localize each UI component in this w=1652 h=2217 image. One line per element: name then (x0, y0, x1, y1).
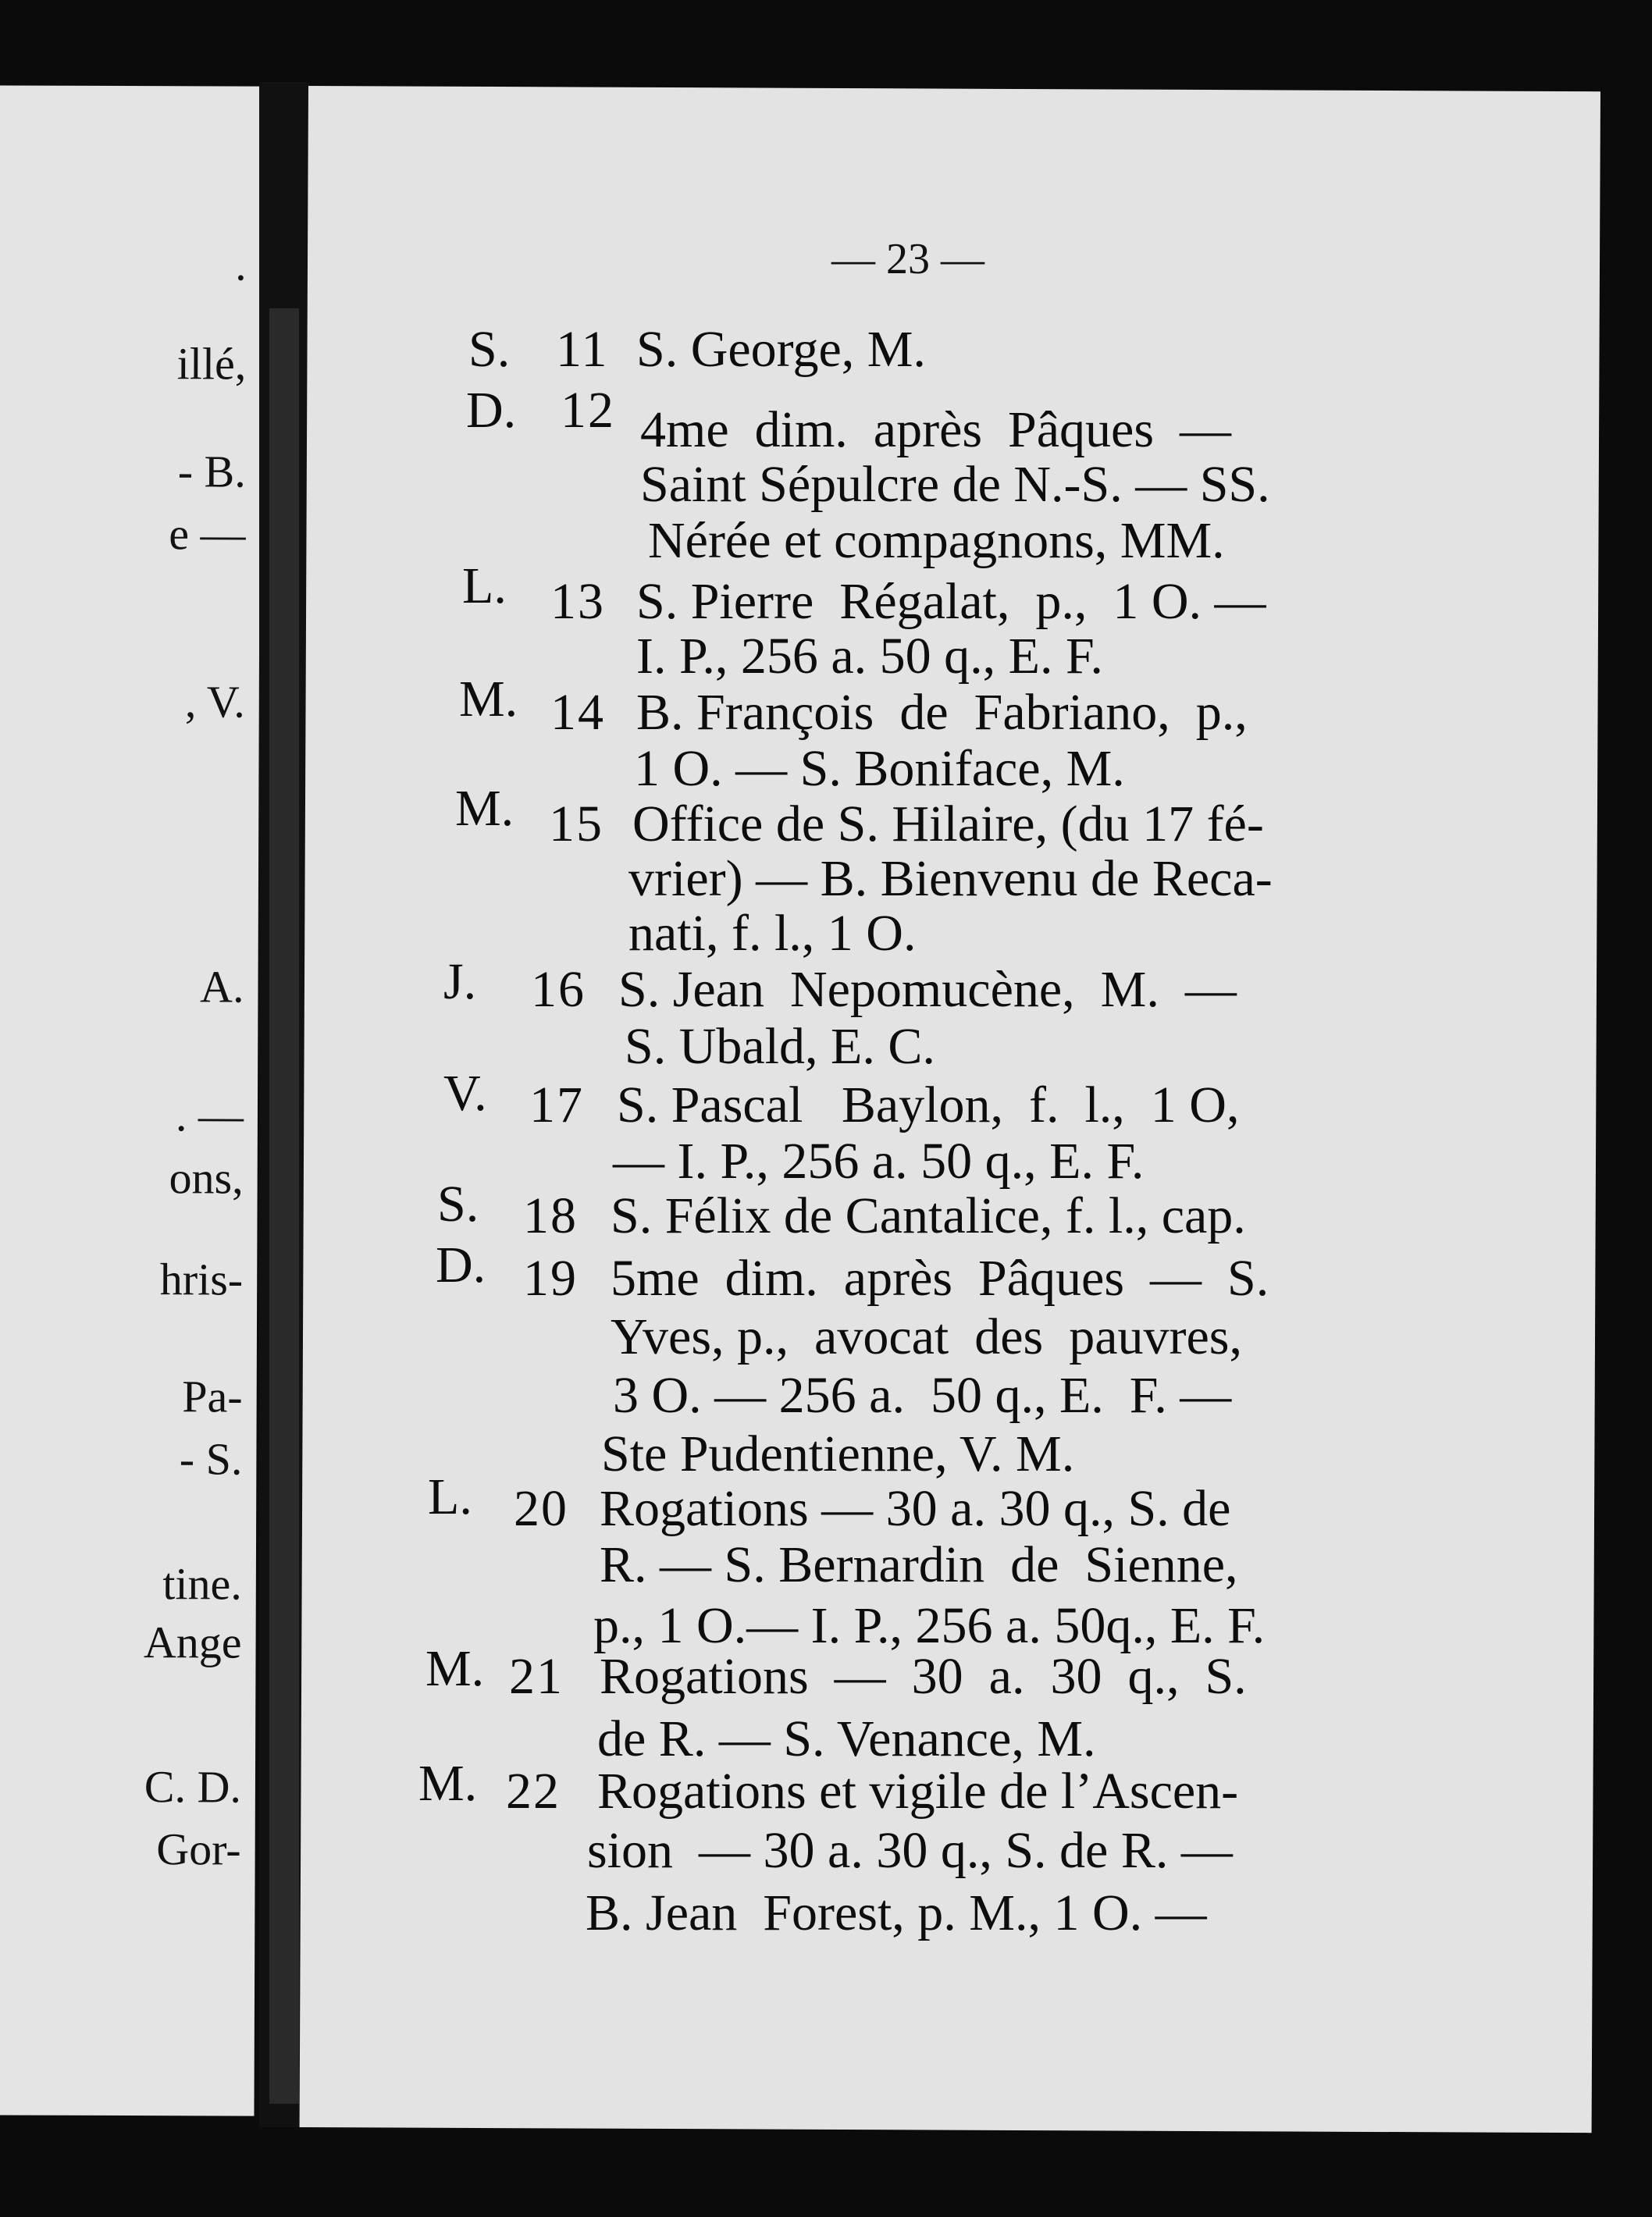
day-number: 22 (506, 1763, 561, 1820)
day-abbreviation: D. (466, 382, 517, 439)
left-page-fragment: e — (169, 508, 246, 560)
entry-text-line: nati, f. l., 1 O. (628, 905, 917, 962)
day-abbreviation: V. (443, 1065, 487, 1122)
entry-text-line: p., 1 O.— I. P., 256 a. 50q., E. F. (593, 1597, 1266, 1654)
day-number: 14 (550, 684, 605, 741)
entry-text-line: Rogations — 30 a. 30 q., S. de (600, 1480, 1231, 1537)
left-page-fragment: . (235, 239, 247, 290)
left-page-fragment: Gor- (156, 1824, 241, 1875)
left-page-fragment: - B. (177, 446, 246, 497)
day-abbreviation: S. (437, 1176, 479, 1233)
entry-text-line: sion — 30 a. 30 q., S. de R. — (587, 1822, 1233, 1879)
left-page-fragment: . — (175, 1090, 244, 1141)
entry-text-line: R. — S. Bernardin de Sienne, (600, 1536, 1238, 1593)
entry-text-line: Nérée et compagnons, MM. (648, 512, 1225, 569)
left-page (0, 85, 262, 2116)
left-page-fragment: Ange (143, 1617, 242, 1668)
entry-text-line: I. P., 256 a. 50 q., E. F. (636, 628, 1103, 685)
day-number: 20 (514, 1480, 568, 1537)
day-abbreviation: D. (436, 1237, 486, 1294)
entry-text-line: Yves, p., avocat des pauvres, (611, 1308, 1242, 1365)
day-number: 15 (549, 795, 603, 852)
entry-text-line: S. Félix de Cantalice, f. l., cap. (611, 1187, 1246, 1244)
day-abbreviation: M. (418, 1755, 478, 1812)
day-abbreviation: M. (425, 1640, 485, 1697)
day-abbreviation: M. (459, 671, 518, 728)
entry-text-line: B. Jean Forest, p. M., 1 O. — (586, 1884, 1207, 1941)
left-page-fragment: ons, (169, 1152, 244, 1204)
left-page-fragment: illé, (176, 338, 247, 390)
day-abbreviation: L. (428, 1468, 472, 1525)
left-page-fragment: Pa- (182, 1371, 243, 1422)
day-abbreviation: L. (462, 557, 507, 614)
entry-text-line: Ste Pudentienne, V. M. (601, 1425, 1075, 1482)
entry-text-line: B. François de Fabriano, p., (636, 684, 1248, 741)
left-page-fragment: C. D. (144, 1761, 242, 1813)
left-page-fragment: , V. (184, 676, 245, 728)
day-number: 17 (529, 1076, 584, 1133)
day-number: 19 (523, 1250, 578, 1307)
entry-text-line: Rogations et vigile de l’Ascen- (597, 1763, 1239, 1820)
entry-text-line: Rogations — 30 a. 30 q., S. (600, 1648, 1247, 1705)
entry-text-line: S. Jean Nepomucène, M. — (618, 961, 1237, 1018)
gutter-shadow (269, 308, 299, 2104)
day-number: 16 (531, 961, 586, 1018)
day-abbreviation: S. (468, 321, 511, 378)
entry-text-line: 1 O. — S. Boniface, M. (634, 740, 1125, 797)
entry-text-line: S. George, M. (636, 321, 926, 378)
day-abbreviation: M. (455, 780, 514, 837)
entry-text-line: Saint Sépulcre de N.-S. — SS. (640, 456, 1270, 513)
entry-text-line: — I. P., 256 a. 50 q., E. F. (613, 1133, 1145, 1190)
entry-text-line: Office de S. Hilaire, (du 17 fé- (632, 795, 1264, 852)
entry-text-line: de R. — S. Venance, M. (597, 1710, 1096, 1767)
page-number: — 23 — (831, 235, 984, 283)
day-number: 21 (509, 1648, 564, 1705)
day-number: 11 (556, 321, 609, 378)
left-page-fragment: tine. (162, 1558, 242, 1610)
entry-text-line: S. Pascal Baylon, f. l., 1 O, (617, 1076, 1240, 1133)
entry-text-line: S. Pierre Régalat, p., 1 O. — (636, 573, 1266, 630)
day-number: 18 (523, 1187, 578, 1244)
left-page-fragment: A. (200, 961, 244, 1012)
day-number: 12 (561, 382, 615, 439)
entry-text-line: S. Ubald, E. C. (625, 1018, 935, 1075)
entry-text-line: 3 O. — 256 a. 50 q., E. F. — (613, 1367, 1232, 1424)
left-page-fragment: - S. (179, 1433, 243, 1485)
day-number: 13 (550, 573, 605, 630)
entry-text-line: 4me dim. après Pâques — (640, 401, 1232, 458)
day-abbreviation: J. (443, 953, 477, 1010)
left-page-fragment: hris- (159, 1254, 244, 1305)
entry-text-line: 5me dim. après Pâques — S. (611, 1250, 1269, 1307)
entry-text-line: vrier) — B. Bienvenu de Reca- (628, 850, 1273, 907)
